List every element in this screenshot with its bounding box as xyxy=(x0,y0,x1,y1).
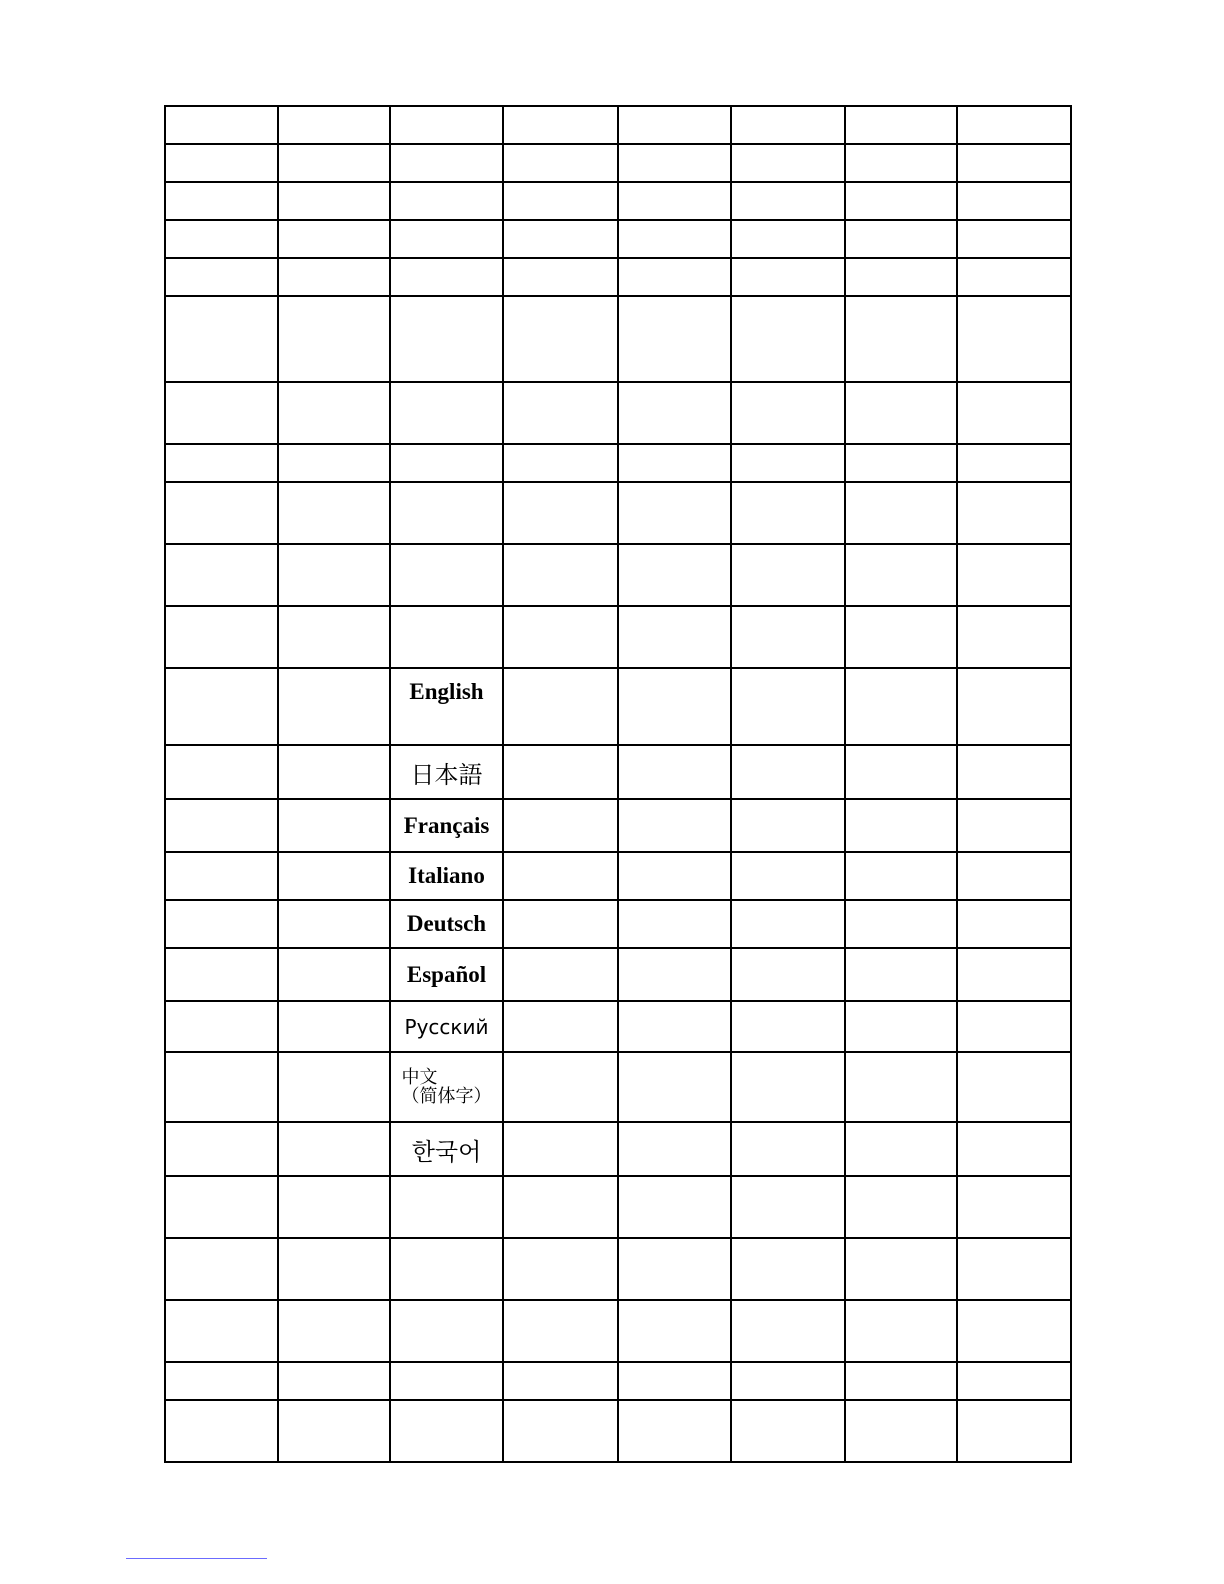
table-cell xyxy=(731,668,845,745)
table-cell xyxy=(618,900,731,948)
table-row xyxy=(165,1122,1071,1176)
table-cell xyxy=(503,1176,618,1238)
table-row xyxy=(165,852,1071,900)
table-row xyxy=(165,1238,1071,1300)
table-cell xyxy=(731,1400,845,1462)
table-cell xyxy=(845,1238,957,1300)
language-label-line1: 中文 xyxy=(401,1066,438,1088)
language-label: Español xyxy=(406,961,487,987)
table-cell xyxy=(618,745,731,799)
table-cell xyxy=(278,1362,390,1400)
table-row xyxy=(165,745,1071,799)
table-cell xyxy=(731,1176,845,1238)
table-row xyxy=(165,182,1071,220)
table-cell xyxy=(278,444,390,482)
table-cell xyxy=(503,1052,618,1122)
table-row xyxy=(165,1300,1071,1362)
table-cell xyxy=(390,606,503,668)
table-cell xyxy=(731,482,845,544)
table-cell xyxy=(618,606,731,668)
table-row xyxy=(165,1176,1071,1238)
table-cell xyxy=(731,948,845,1001)
table-cell xyxy=(618,106,731,144)
table-cell xyxy=(165,852,278,900)
table-cell xyxy=(845,852,957,900)
table-cell xyxy=(957,799,1071,852)
table-cell xyxy=(503,544,618,606)
table-cell xyxy=(278,1052,390,1122)
table-cell xyxy=(845,799,957,852)
table-cell xyxy=(957,852,1071,900)
language-cell xyxy=(390,668,503,745)
table-cell xyxy=(618,182,731,220)
table-cell xyxy=(845,1362,957,1400)
table-cell xyxy=(618,1300,731,1362)
language-cell xyxy=(390,799,503,852)
table-cell xyxy=(278,258,390,296)
table-row xyxy=(165,544,1071,606)
language-label: Deutsch xyxy=(406,911,487,936)
table-cell xyxy=(957,1400,1071,1462)
language-cell xyxy=(390,948,503,1001)
table-cell xyxy=(731,852,845,900)
table-cell xyxy=(278,144,390,182)
table-cell xyxy=(845,745,957,799)
table-cell xyxy=(731,220,845,258)
table-cell xyxy=(278,668,390,745)
table-cell xyxy=(618,296,731,382)
table-cell xyxy=(278,852,390,900)
language-label-chinese xyxy=(402,1068,492,1106)
table-cell xyxy=(165,182,278,220)
table-cell xyxy=(503,852,618,900)
language-label: English xyxy=(409,678,484,704)
table-cell xyxy=(845,182,957,220)
table-cell xyxy=(845,1001,957,1052)
table-cell xyxy=(165,482,278,544)
table-row xyxy=(165,220,1071,258)
table-cell xyxy=(278,900,390,948)
table-cell xyxy=(503,1400,618,1462)
table-cell xyxy=(390,482,503,544)
table-cell xyxy=(165,544,278,606)
table-row xyxy=(165,482,1071,544)
table-cell xyxy=(278,606,390,668)
table-cell xyxy=(731,1052,845,1122)
table-cell xyxy=(731,799,845,852)
table-cell xyxy=(957,1052,1071,1122)
table-cell xyxy=(618,1001,731,1052)
table-cell xyxy=(390,144,503,182)
table-cell xyxy=(845,382,957,444)
language-cell xyxy=(390,1052,503,1122)
table-cell xyxy=(731,745,845,799)
table-cell xyxy=(957,482,1071,544)
table-cell xyxy=(390,1176,503,1238)
language-label: Русский xyxy=(404,1014,489,1039)
table-cell xyxy=(165,799,278,852)
table-cell xyxy=(503,106,618,144)
table-cell xyxy=(845,1122,957,1176)
table-cell xyxy=(731,444,845,482)
table-cell xyxy=(957,144,1071,182)
table-cell xyxy=(278,106,390,144)
table-row xyxy=(165,948,1071,1001)
table-cell xyxy=(390,544,503,606)
table-cell xyxy=(957,220,1071,258)
table-cell xyxy=(957,1001,1071,1052)
table-cell xyxy=(845,1052,957,1122)
language-cell xyxy=(390,1122,503,1176)
table-cell xyxy=(165,1176,278,1238)
table-cell xyxy=(731,1001,845,1052)
table-cell xyxy=(278,482,390,544)
table-cell xyxy=(731,106,845,144)
table-row xyxy=(165,296,1071,382)
table-cell xyxy=(731,182,845,220)
language-cell xyxy=(390,1001,503,1052)
table-cell xyxy=(278,1122,390,1176)
table-cell xyxy=(503,900,618,948)
table-cell xyxy=(390,258,503,296)
table-cell xyxy=(957,745,1071,799)
table-cell xyxy=(845,444,957,482)
table-cell xyxy=(957,544,1071,606)
table-cell xyxy=(957,1362,1071,1400)
table-cell xyxy=(957,1122,1071,1176)
table-cell xyxy=(618,482,731,544)
table-cell xyxy=(278,948,390,1001)
table-cell xyxy=(618,852,731,900)
table-cell xyxy=(165,444,278,482)
table-cell xyxy=(165,1001,278,1052)
table-cell xyxy=(165,220,278,258)
table-row xyxy=(165,1052,1071,1122)
table-cell xyxy=(845,544,957,606)
table-cell xyxy=(618,382,731,444)
table-cell xyxy=(957,606,1071,668)
table-cell xyxy=(390,1400,503,1462)
table-row xyxy=(165,144,1071,182)
table-cell xyxy=(278,1238,390,1300)
table-cell xyxy=(503,1300,618,1362)
table-cell xyxy=(390,106,503,144)
table-cell xyxy=(618,1362,731,1400)
table-cell xyxy=(618,948,731,1001)
table-cell xyxy=(390,444,503,482)
table-cell xyxy=(503,1362,618,1400)
table-cell xyxy=(278,220,390,258)
table-cell xyxy=(503,745,618,799)
table-cell xyxy=(165,900,278,948)
table-cell xyxy=(165,258,278,296)
table-cell xyxy=(618,444,731,482)
table-cell xyxy=(845,668,957,745)
table-cell xyxy=(957,258,1071,296)
language-label: Italiano xyxy=(408,863,485,888)
table-row xyxy=(165,258,1071,296)
table-cell xyxy=(165,948,278,1001)
table-row xyxy=(165,1362,1071,1400)
table-cell xyxy=(957,1176,1071,1238)
table-cell xyxy=(845,1300,957,1362)
table-cell xyxy=(503,220,618,258)
table-cell xyxy=(845,296,957,382)
table-cell xyxy=(278,382,390,444)
table-cell xyxy=(503,1122,618,1176)
table-cell xyxy=(503,668,618,745)
table-cell xyxy=(165,668,278,745)
table-cell xyxy=(731,1238,845,1300)
table-row xyxy=(165,444,1071,482)
table-cell xyxy=(278,296,390,382)
table-cell xyxy=(165,1362,278,1400)
table-cell xyxy=(278,544,390,606)
table-cell xyxy=(165,1238,278,1300)
table-cell xyxy=(278,1400,390,1462)
table-cell xyxy=(390,1238,503,1300)
table-cell xyxy=(731,258,845,296)
table-cell xyxy=(503,948,618,1001)
table-cell xyxy=(618,668,731,745)
table-cell xyxy=(618,1176,731,1238)
table-cell xyxy=(957,1300,1071,1362)
table-cell xyxy=(503,444,618,482)
table-cell xyxy=(845,144,957,182)
language-cell xyxy=(390,900,503,948)
table-cell xyxy=(731,1300,845,1362)
table-cell xyxy=(503,606,618,668)
table-cell xyxy=(165,296,278,382)
table-cell xyxy=(390,182,503,220)
table-cell xyxy=(165,1300,278,1362)
table-row xyxy=(165,106,1071,144)
table-body xyxy=(165,106,1071,1462)
table-cell xyxy=(618,544,731,606)
table-cell xyxy=(503,258,618,296)
table-cell xyxy=(165,144,278,182)
table-cell xyxy=(278,182,390,220)
table-cell xyxy=(957,668,1071,745)
table-cell xyxy=(503,382,618,444)
table-cell xyxy=(845,1400,957,1462)
language-label: Français xyxy=(403,812,490,838)
table-cell xyxy=(278,1001,390,1052)
table-cell xyxy=(618,1400,731,1462)
table-cell xyxy=(845,258,957,296)
table-cell xyxy=(731,606,845,668)
table-cell xyxy=(503,799,618,852)
language-label: 한국어 xyxy=(411,1137,482,1166)
table-cell xyxy=(957,444,1071,482)
table-cell xyxy=(957,948,1071,1001)
table-cell xyxy=(165,606,278,668)
table-cell xyxy=(165,1052,278,1122)
footnote-rule xyxy=(126,1558,267,1559)
table-cell xyxy=(165,106,278,144)
table-cell xyxy=(618,144,731,182)
table-cell xyxy=(731,296,845,382)
table-cell xyxy=(845,1176,957,1238)
table-cell xyxy=(618,1052,731,1122)
table-cell xyxy=(845,106,957,144)
table-row xyxy=(165,382,1071,444)
table-cell xyxy=(165,745,278,799)
table-cell xyxy=(278,1300,390,1362)
table-cell xyxy=(618,258,731,296)
table-cell xyxy=(165,1400,278,1462)
table-cell xyxy=(503,182,618,220)
table-cell xyxy=(390,296,503,382)
table-cell xyxy=(845,606,957,668)
table-cell xyxy=(618,799,731,852)
table-cell xyxy=(618,220,731,258)
table-cell xyxy=(390,220,503,258)
table-cell xyxy=(957,182,1071,220)
table-cell xyxy=(731,1362,845,1400)
table-cell xyxy=(618,1238,731,1300)
table-cell xyxy=(390,1300,503,1362)
language-cell xyxy=(390,852,503,900)
table-cell xyxy=(165,382,278,444)
table-cell xyxy=(503,144,618,182)
table-cell xyxy=(503,296,618,382)
table-cell xyxy=(731,900,845,948)
table-row xyxy=(165,1400,1071,1462)
table-row xyxy=(165,668,1071,745)
table-row xyxy=(165,1001,1071,1052)
table-row xyxy=(165,900,1071,948)
table-cell xyxy=(845,900,957,948)
table-cell xyxy=(503,1001,618,1052)
table-cell xyxy=(731,144,845,182)
table-cell xyxy=(618,1122,731,1176)
table-cell xyxy=(957,382,1071,444)
table-cell xyxy=(278,745,390,799)
table-cell xyxy=(845,220,957,258)
table-row xyxy=(165,799,1071,852)
table-cell xyxy=(278,1176,390,1238)
table-cell xyxy=(503,482,618,544)
language-label: 日本語 xyxy=(410,760,483,789)
table-cell xyxy=(957,900,1071,948)
language-cell xyxy=(390,745,503,799)
table-cell xyxy=(731,544,845,606)
table-row xyxy=(165,606,1071,668)
language-label-line2: （简体字） xyxy=(401,1085,492,1107)
table-cell xyxy=(845,482,957,544)
table-cell xyxy=(731,382,845,444)
table-cell xyxy=(731,1122,845,1176)
table-cell xyxy=(957,1238,1071,1300)
table-cell xyxy=(390,382,503,444)
table-cell xyxy=(278,799,390,852)
table-cell xyxy=(165,1122,278,1176)
table-cell xyxy=(390,1362,503,1400)
table-cell xyxy=(845,948,957,1001)
table-cell xyxy=(503,1238,618,1300)
table-cell xyxy=(957,106,1071,144)
language-table xyxy=(164,105,1072,1463)
table-cell xyxy=(957,296,1071,382)
